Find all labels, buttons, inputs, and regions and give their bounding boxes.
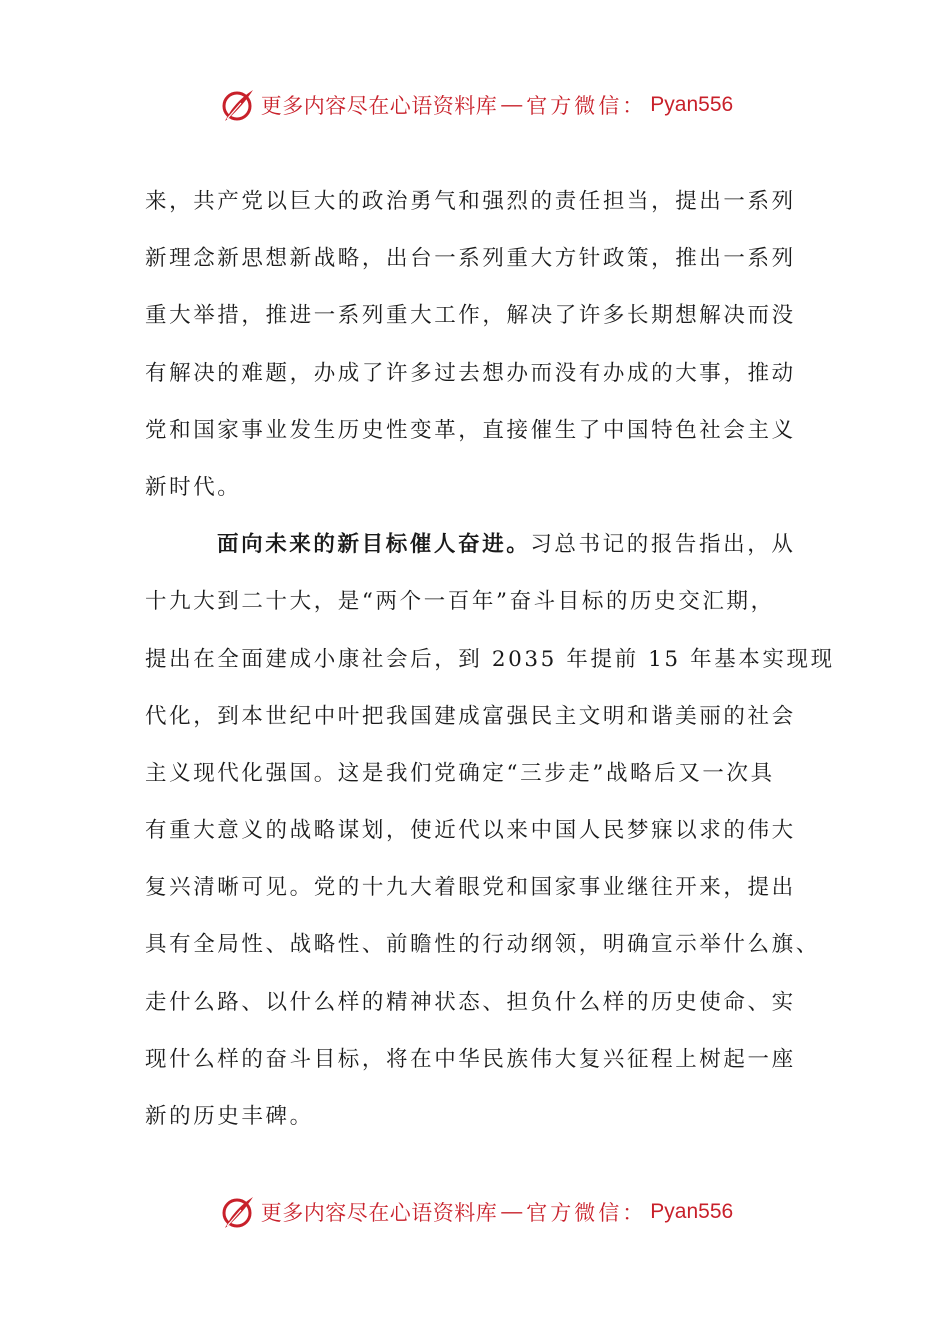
footer-separator: —: [501, 1200, 523, 1223]
paragraph-2-line: 代化，到本世纪中叶把我国建成富强民主文明和谐美丽的社会: [145, 703, 796, 729]
footer-site-text: 更多内容尽在心语资料库: [260, 1201, 498, 1225]
header-wechat-label: 官方微信：: [526, 94, 647, 118]
paragraph-2-line: 十九大到二十大，是“两个一百年”奋斗目标的历史交汇期，: [145, 589, 775, 615]
footer-wechat-label: 官方微信：: [526, 1201, 647, 1225]
footer-banner: [0, 1190, 950, 1234]
paragraph-2-heading: 面向未来的新目标催人奋进。: [217, 532, 531, 558]
footer-wechat-id: Pyan556: [650, 1200, 734, 1223]
paragraph-1-line: 重大举措，推进一系列重大工作，解决了许多长期想解决而没: [145, 303, 796, 329]
document-body: [145, 173, 835, 1145]
paragraph-2-first-rest: 习总书记的报告指出，从: [530, 532, 796, 558]
paragraph-2-line: 具有全局性、战略性、前瞻性的行动纲领，明确宣示举什么旗、: [145, 932, 820, 958]
footer-banner-inner: [217, 1192, 733, 1232]
paragraph-2-first-line: [145, 516, 817, 573]
header-separator: —: [501, 93, 523, 116]
paragraph-1: [145, 173, 817, 516]
paragraph-2-line: 走什么路、以什么样的精神状态、担负什么样的历史使命、实: [145, 989, 796, 1015]
paragraph-1-line: 来，共产党以巨大的政治勇气和强烈的责任担当，提出一系列: [145, 189, 796, 214]
paragraph-2-line: 复兴清晰可见。党的十九大着眼党和国家事业继往开来，提出: [145, 875, 796, 901]
paragraph-2-line: 提出在全面建成小康社会后，到 2035 年提前 15 年基本实现现: [145, 646, 835, 672]
paragraph-1-line: 新理念新思想新战略，出台一系列重大方针政策，推出一系列: [145, 246, 796, 272]
header-banner: [0, 83, 950, 127]
header-banner-inner: [217, 85, 733, 125]
header-wechat-id: Pyan556: [650, 93, 734, 116]
paragraph-2: [145, 516, 835, 1145]
header-site-text: 更多内容尽在心语资料库: [260, 94, 498, 118]
paragraph-2-line: 现什么样的奋斗目标，将在中华民族伟大复兴征程上树起一座: [145, 1046, 796, 1072]
paragraph-2-line: 新的历史丰碑。: [145, 1104, 314, 1129]
paragraph-2-line: 有重大意义的战略谋划，使近代以来中国人民梦寐以求的伟大: [145, 818, 796, 844]
paragraph-2-line: 主义现代化强国。这是我们党确定“三步走”战略后又一次具: [145, 760, 775, 786]
feather-pen-logo-icon: [217, 1192, 257, 1232]
feather-pen-logo-icon: [217, 85, 257, 125]
paragraph-1-line: 新时代。: [145, 474, 242, 500]
paragraph-1-line: 党和国家事业发生历史性变革，直接催生了中国特色社会主义: [145, 417, 796, 443]
paragraph-1-line: 有解决的难题，办成了许多过去想办而没有办成的大事，推动: [145, 360, 796, 386]
